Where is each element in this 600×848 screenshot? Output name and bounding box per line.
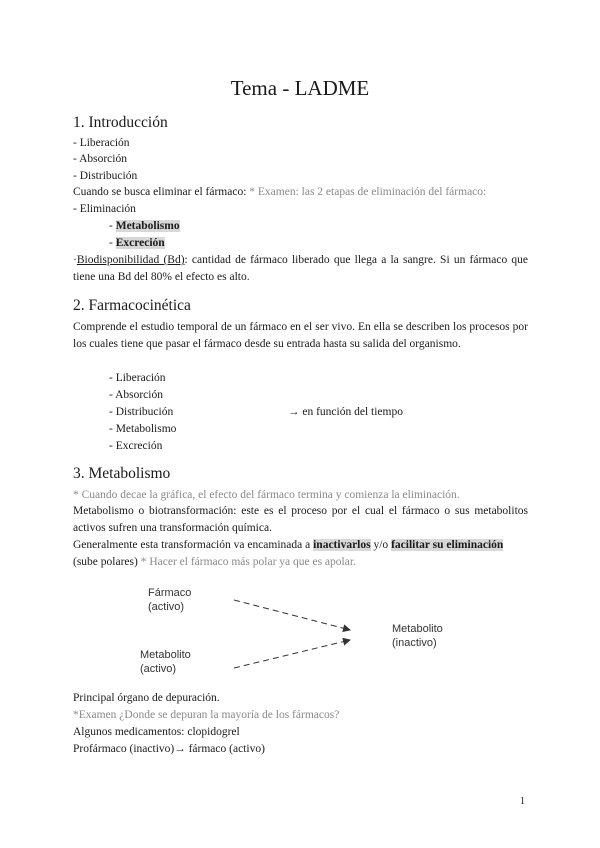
underlined-term: Biodisponibilidad (Bd) (76, 254, 185, 266)
metabolism-paragraph: Metabolismo o biotransformación: este es el proceso por el cual el fármaco o sus metabolitos activos sufren una transformación química. (73, 505, 528, 534)
polarity-line: (sube polares) * Hacer el fármaco más polar ya que es apolar. (73, 556, 356, 568)
polarity-note: * Hacer el fármaco más polar ya que es apolar. (137, 556, 356, 568)
medications-line: Algunos medicamentos: clopidogrel (73, 726, 240, 738)
arrow-metabolito-to-inactive (234, 640, 350, 668)
bioavailability-paragraph: ·Biodisponibilidad (Bd): cantidad de fármaco liberado que llega a la sangre. Si un fármaco que tiene una Bd del 80% el efecto es alto. (73, 254, 528, 283)
list-item-excrecion: - Excreción (109, 237, 165, 249)
pharmacokinetics-paragraph: Comprende el estudio temporal de un fármaco en el ser vivo. En ella se describen los procesos por los cuales tiene que pasar el fármaco desde su entrada hasta su salida del organismo. (73, 321, 528, 350)
list-item: - Eliminación (73, 203, 136, 215)
clearance-line: Principal órgano de depuración. (73, 692, 220, 704)
highlighted-term: Metabolismo (115, 220, 180, 232)
list-item: - Distribución (109, 406, 174, 418)
transformation-line: Generalmente esta transformación va encaminada a inactivarlos y/o facilitar su eliminación (73, 539, 504, 551)
metabolito-active-label: Metabolito (140, 649, 191, 661)
page-number: 1 (520, 796, 525, 807)
list-item: - Absorción (109, 389, 163, 401)
elimination-intro (73, 184, 486, 201)
list-item-metabolismo: - Metabolismo (109, 220, 180, 232)
list-item: - Metabolismo (109, 423, 177, 435)
highlighted-term: facilitar su eliminación (391, 539, 504, 551)
graph-note: * Cuando decae la gráfica, el efecto del fármaco termina y comienza la eliminación. (73, 489, 460, 501)
exam-note: * Examen: las 2 etapas de eliminación del fármaco: (249, 186, 487, 198)
list-item: - Liberación (73, 137, 130, 149)
exam-question: *Examen ¿Donde se depuran la mayoría de los fármacos? (73, 709, 340, 721)
farmaco-label: Fármaco (148, 587, 192, 599)
prodrug-line: Profármaco (inactivo)→ fármaco (activo) (73, 743, 265, 755)
page-title: Tema - LADME (230, 76, 370, 100)
arrow-farmaco-to-metabolito (234, 600, 350, 630)
metabolism-diagram (130, 580, 470, 690)
time-note: → en función del tiempo (288, 406, 403, 418)
list-item: - Absorción (73, 153, 127, 165)
section-3-heading: 3. Metabolismo (73, 465, 171, 482)
list-item: - Liberación (109, 372, 166, 384)
metabolito-inactive-state: (inactivo) (392, 637, 437, 649)
section-1-heading: 1. Introducción (73, 114, 168, 131)
farmaco-state-label: (activo) (148, 601, 185, 613)
metabolito-active-state: (activo) (140, 663, 177, 675)
list-item: - Excreción (109, 440, 163, 452)
section-2-heading: 2. Farmacocinética (73, 297, 191, 314)
highlighted-term: inactivarlos (313, 539, 371, 551)
highlighted-term: Excreción (115, 237, 165, 249)
elimination-intro-text: Cuando se busca eliminar el fármaco: (73, 186, 247, 198)
metabolito-inactive-label: Metabolito (392, 623, 443, 635)
list-item: - Distribución (73, 170, 138, 182)
